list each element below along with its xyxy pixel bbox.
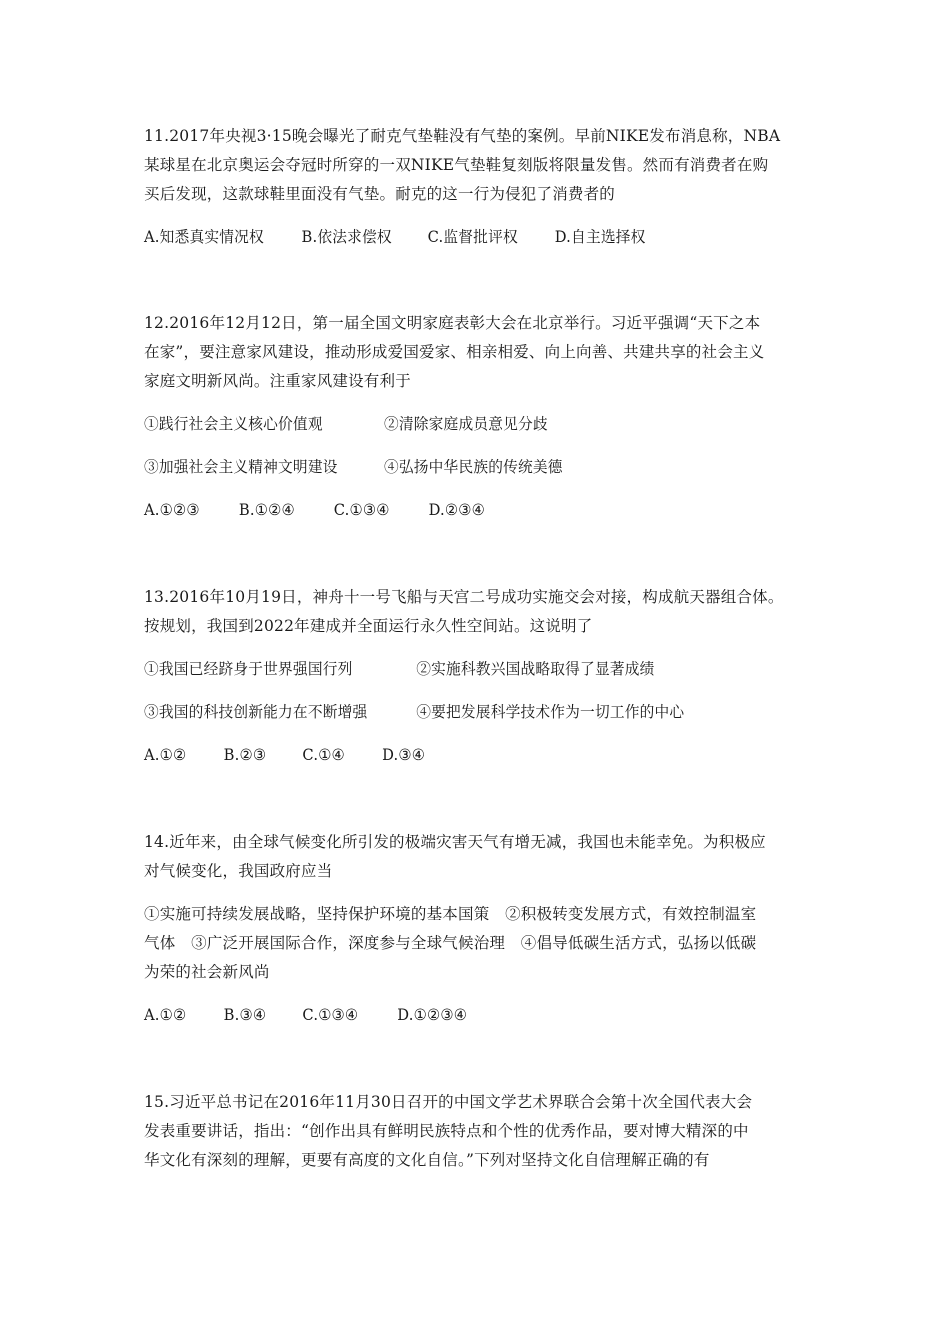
statement-4: ④弘扬中华民族的传统美德: [383, 458, 563, 476]
question-stem-line: 某球星在北京奥运会夺冠时所穿的一双NIKE气垫鞋复刻版将限量发售。然而有消费者在购: [144, 156, 769, 174]
statement-2: ②实施科教兴国战略取得了显著成绩: [416, 660, 655, 678]
choice-d: D.②③④: [428, 501, 486, 519]
question-stem-line: 对气候变化，我国政府应当: [144, 862, 333, 880]
answer-choices: [144, 745, 808, 765]
choice-d: D.③④: [382, 746, 426, 764]
question-stem-line: 按规划，我国到2022年建成并全面运行永久性空间站。这说明了: [144, 617, 593, 635]
statement-1: ①我国已经跻身于世界强国行列: [144, 660, 353, 678]
statement-4: ④要把发展科学技术作为一切工作的中心: [416, 703, 685, 721]
question-stem-line: 15.习近平总书记在2016年11月30日召开的中国文学艺术界联合会第十次全国代表大会: [144, 1093, 753, 1111]
statement-line: 为荣的社会新风尚: [144, 963, 270, 981]
question-stem-line: 12.2016年12月12日，第一届全国文明家庭表彰大会在北京举行。习近平强调“天下之本: [144, 314, 761, 332]
choice-a: A.知悉真实情况权: [144, 228, 264, 246]
choice-b: B.③④: [223, 1006, 267, 1024]
question-stem-line: 华文化有深刻的理解，更要有高度的文化自信。”下列对坚持文化自信理解正确的有: [144, 1151, 710, 1169]
choice-c: C.①③④: [302, 1006, 359, 1024]
choice-a: A.①②③: [144, 501, 200, 519]
choice-d: D.①②③④: [397, 1006, 468, 1024]
choice-c: C.①③④: [333, 501, 390, 519]
statement-row: [144, 457, 808, 477]
choice-c: C.①④: [302, 746, 345, 764]
statement-line: ①实施可持续发展战略，坚持保护环境的基本国策 ②积极转变发展方式，有效控制温室: [144, 905, 757, 923]
statement-1: ①践行社会主义核心价值观: [144, 415, 323, 433]
question-stem-line: 发表重要讲话，指出：“创作出具有鲜明民族特点和个性的优秀作品，要对博大精深的中: [144, 1122, 749, 1140]
statement-2: ②清除家庭成员意见分歧: [383, 415, 548, 433]
question-stem-line: 13.2016年10月19日，神舟十一号飞船与天宫二号成功实施交会对接，构成航天器组合体。: [144, 588, 784, 606]
choice-d: D.自主选择权: [554, 228, 646, 246]
choice-a: A.①②: [144, 1006, 187, 1024]
statement-3: ③加强社会主义精神文明建设: [144, 458, 338, 476]
answer-choices: [144, 500, 808, 520]
choice-b: B.①②④: [238, 501, 295, 519]
choice-b: B.②③: [223, 746, 267, 764]
question-stem-line: 11.2017年央视3·15晚会曝光了耐克气垫鞋没有气垫的案例。早前NIKE发布消息称，NBA: [144, 127, 781, 145]
question-stem-line: 买后发现，这款球鞋里面没有气垫。耐克的这一行为侵犯了消费者的: [144, 185, 616, 203]
question-stem-line: 在家”，要注意家风建设，推动形成爱国爱家、相亲相爱、向上向善、共建共享的社会主义: [144, 343, 765, 361]
choice-c: C.监督批评权: [427, 228, 518, 246]
choice-a: A.①②: [144, 746, 187, 764]
statement-row: [144, 414, 808, 434]
question-stem-line: 14.近年来，由全球气候变化所引发的极端灾害天气有增无减，我国也未能幸免。为积极应: [144, 833, 766, 851]
choice-b: B.依法求偿权: [301, 228, 392, 246]
question-stem-line: 家庭文明新风尚。注重家风建设有利于: [144, 372, 411, 390]
answer-choices: [144, 227, 808, 247]
statement-row: [144, 659, 808, 679]
answer-choices: [144, 1005, 808, 1025]
statement-row: [144, 702, 808, 722]
statement-line: 气体 ③广泛开展国际合作，深度参与全球气候治理 ④倡导低碳生活方式，弘扬以低碳: [144, 934, 757, 952]
statement-3: ③我国的科技创新能力在不断增强: [144, 703, 368, 721]
